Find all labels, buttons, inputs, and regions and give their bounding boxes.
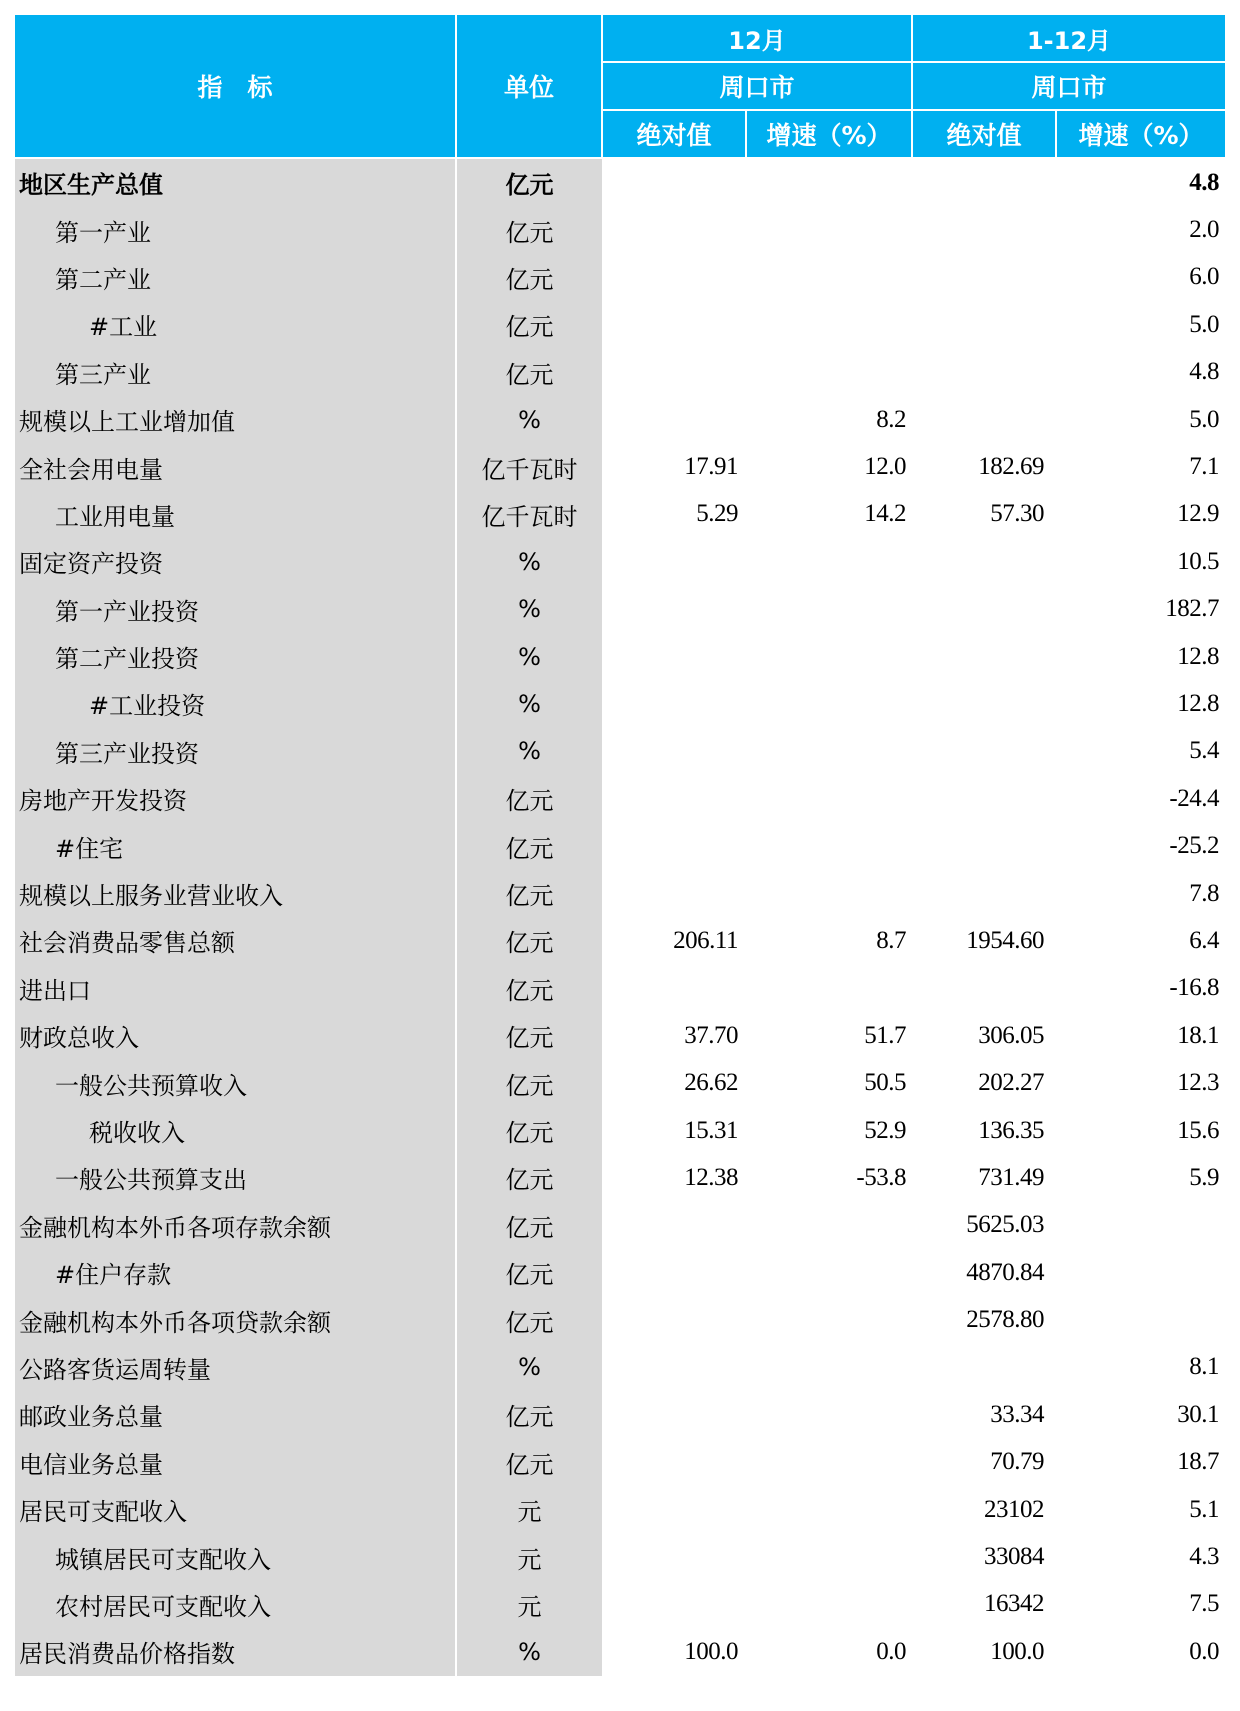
month-absolute-value — [602, 1344, 746, 1391]
cumulative-absolute-value: 23102 — [984, 1495, 1044, 1523]
table-row — [15, 301, 1225, 348]
cumulative-growth-rate: -25.2 — [1169, 832, 1219, 860]
month-absolute-value — [602, 301, 746, 348]
indicator-name: 一般公共预算收入 — [15, 1059, 456, 1106]
unit-cell: 亿元 — [456, 822, 602, 869]
month-absolute-value — [602, 728, 746, 775]
month-growth-rate: 50.5 — [864, 1069, 906, 1097]
unit-cell: % — [456, 396, 602, 443]
cumulative-growth-rate: 12.3 — [1177, 1069, 1219, 1097]
indicator-header: 指 标 — [15, 15, 456, 158]
cumulative-absolute-value: 33.34 — [990, 1400, 1044, 1428]
month-absolute-value — [602, 349, 746, 396]
unit-cell: 亿元 — [456, 870, 602, 917]
month-growth-rate: 0.0 — [876, 1637, 906, 1665]
month-absolute-value: 15.31 — [684, 1116, 738, 1144]
cumulative-growth-rate: 10.5 — [1177, 547, 1219, 575]
month-growth-rate — [746, 965, 912, 1012]
indicator-name: 第三产业投资 — [15, 728, 456, 775]
cumulative-growth-rate: 5.4 — [1189, 737, 1219, 765]
unit-cell: 亿元 — [456, 917, 602, 964]
table-row — [15, 1202, 1225, 1249]
table-row — [15, 822, 1225, 869]
cumulative-absolute-value — [912, 775, 1056, 822]
cumulative-absolute-value — [912, 586, 1056, 633]
unit-cell: % — [456, 586, 602, 633]
period-cumulative-header: 1-12月 — [912, 15, 1225, 62]
table-row — [15, 1628, 1225, 1675]
unit-cell: 亿元 — [456, 1154, 602, 1201]
cumulative-absolute-value: 306.05 — [978, 1021, 1044, 1049]
cumulative-growth-rate: 7.5 — [1189, 1590, 1219, 1618]
month-absolute-value — [602, 1296, 746, 1343]
indicator-name: 居民可支配收入 — [15, 1486, 456, 1533]
month-absolute-value — [602, 1202, 746, 1249]
month-absolute-value: 206.11 — [673, 926, 738, 954]
table-row — [15, 158, 1225, 206]
indicator-name: 城镇居民可支配收入 — [15, 1533, 456, 1580]
table-row — [15, 1249, 1225, 1296]
indicator-name: 固定资产投资 — [15, 538, 456, 585]
table-row — [15, 1059, 1225, 1106]
table-row — [15, 586, 1225, 633]
unit-cell: 亿元 — [456, 349, 602, 396]
month-absolute-value — [602, 158, 746, 206]
unit-cell: % — [456, 633, 602, 680]
cumulative-absolute-value: 202.27 — [978, 1069, 1044, 1097]
cumulative-growth-rate: 12.9 — [1177, 500, 1219, 528]
month-growth-rate: 14.2 — [864, 500, 906, 528]
cumulative-absolute-value: 4870.84 — [966, 1258, 1044, 1286]
cumulative-absolute-value: 1954.60 — [966, 926, 1044, 954]
cumulative-absolute-value: 57.30 — [990, 500, 1044, 528]
table-body — [15, 158, 1225, 1676]
cumulative-growth-rate: 0.0 — [1189, 1637, 1219, 1665]
month-absolute-value — [602, 538, 746, 585]
unit-cell: 亿元 — [456, 1012, 602, 1059]
table-row — [15, 965, 1225, 1012]
indicator-name: 第二产业 — [15, 254, 456, 301]
unit-cell: 亿元 — [456, 1439, 602, 1486]
growth-cumulative-header: 增速（%） — [1056, 110, 1225, 158]
month-growth-rate — [746, 1249, 912, 1296]
month-growth-rate — [746, 1202, 912, 1249]
month-growth-rate — [746, 633, 912, 680]
month-absolute-value — [602, 586, 746, 633]
month-absolute-value: 17.91 — [684, 453, 738, 481]
table-row — [15, 1486, 1225, 1533]
cumulative-absolute-value — [912, 206, 1056, 253]
indicator-name: 社会消费品零售总额 — [15, 917, 456, 964]
cumulative-growth-rate: 12.8 — [1177, 689, 1219, 717]
month-absolute-value — [602, 1249, 746, 1296]
month-growth-rate — [746, 206, 912, 253]
indicator-name: #工业 — [15, 301, 456, 348]
month-absolute-value — [602, 1581, 746, 1628]
month-absolute-value — [602, 1439, 746, 1486]
cumulative-growth-rate: 30.1 — [1177, 1400, 1219, 1428]
cumulative-absolute-value: 136.35 — [978, 1116, 1044, 1144]
month-absolute-value: 100.0 — [684, 1637, 738, 1665]
unit-cell: 亿元 — [456, 1202, 602, 1249]
cumulative-absolute-value: 70.79 — [990, 1448, 1044, 1476]
indicator-name: 第一产业 — [15, 206, 456, 253]
cumulative-absolute-value: 2578.80 — [966, 1306, 1044, 1334]
month-growth-rate — [746, 1296, 912, 1343]
table-row — [15, 1533, 1225, 1580]
cumulative-absolute-value: 33084 — [984, 1543, 1044, 1571]
region-month-header: 周口市 — [602, 62, 912, 110]
unit-cell: % — [456, 1628, 602, 1675]
indicator-name: #住户存款 — [15, 1249, 456, 1296]
month-absolute-value — [602, 1533, 746, 1580]
month-absolute-value — [602, 206, 746, 253]
cumulative-absolute-value — [912, 870, 1056, 917]
indicator-name: 农村居民可支配收入 — [15, 1581, 456, 1628]
table-row — [15, 917, 1225, 964]
month-growth-rate — [746, 158, 912, 206]
table-row — [15, 1581, 1225, 1628]
month-growth-rate — [746, 822, 912, 869]
indicator-name: 公路客货运周转量 — [15, 1344, 456, 1391]
month-growth-rate — [746, 349, 912, 396]
month-absolute-value — [602, 870, 746, 917]
table-row — [15, 491, 1225, 538]
month-growth-rate: -53.8 — [856, 1163, 906, 1191]
indicator-name: 规模以上服务业营业收入 — [15, 870, 456, 917]
cumulative-growth-rate: 18.7 — [1177, 1448, 1219, 1476]
unit-cell: 亿元 — [456, 1249, 602, 1296]
month-growth-rate: 12.0 — [864, 453, 906, 481]
cumulative-absolute-value — [912, 728, 1056, 775]
month-growth-rate — [746, 538, 912, 585]
cumulative-growth-rate: 4.8 — [1189, 168, 1219, 196]
cumulative-absolute-value — [912, 349, 1056, 396]
unit-cell: 亿元 — [456, 775, 602, 822]
month-growth-rate — [746, 1391, 912, 1438]
unit-cell: 亿元 — [456, 1391, 602, 1438]
month-absolute-value: 37.70 — [684, 1021, 738, 1049]
indicator-name: 全社会用电量 — [15, 443, 456, 490]
indicator-name: 金融机构本外币各项存款余额 — [15, 1202, 456, 1249]
cumulative-growth-rate: 7.1 — [1189, 453, 1219, 481]
month-absolute-value: 12.38 — [684, 1163, 738, 1191]
month-growth-rate — [746, 870, 912, 917]
table-row — [15, 1107, 1225, 1154]
unit-cell: 元 — [456, 1533, 602, 1580]
cumulative-absolute-value — [912, 965, 1056, 1012]
table-row — [15, 680, 1225, 727]
indicator-name: 地区生产总值 — [15, 158, 456, 206]
month-absolute-value — [602, 680, 746, 727]
cumulative-absolute-value — [912, 301, 1056, 348]
indicator-name: 居民消费品价格指数 — [15, 1628, 456, 1675]
month-growth-rate — [746, 1439, 912, 1486]
cumulative-growth-rate: 12.8 — [1177, 642, 1219, 670]
cumulative-absolute-value: 16342 — [984, 1590, 1044, 1618]
unit-cell: 亿千瓦时 — [456, 491, 602, 538]
cumulative-growth-rate: 6.4 — [1189, 926, 1219, 954]
table-row — [15, 870, 1225, 917]
cumulative-growth-rate: 5.0 — [1189, 310, 1219, 338]
month-growth-rate — [746, 254, 912, 301]
table-row — [15, 1296, 1225, 1343]
table-header — [15, 15, 1225, 158]
cumulative-growth-rate: 5.0 — [1189, 405, 1219, 433]
month-absolute-value — [602, 1486, 746, 1533]
indicator-name: 房地产开发投资 — [15, 775, 456, 822]
unit-cell: 亿千瓦时 — [456, 443, 602, 490]
month-growth-rate — [746, 301, 912, 348]
month-growth-rate: 8.7 — [876, 926, 906, 954]
unit-cell: 亿元 — [456, 1296, 602, 1343]
month-growth-rate — [746, 1486, 912, 1533]
table-row — [15, 206, 1225, 253]
cumulative-growth-rate: -24.4 — [1169, 784, 1219, 812]
table-row — [15, 538, 1225, 585]
month-absolute-value — [602, 965, 746, 1012]
abs-month-header: 绝对值 — [602, 110, 746, 158]
month-absolute-value — [602, 1391, 746, 1438]
unit-cell: 亿元 — [456, 1107, 602, 1154]
indicator-name: #工业投资 — [15, 680, 456, 727]
cumulative-growth-rate: 7.8 — [1189, 879, 1219, 907]
month-absolute-value — [602, 775, 746, 822]
indicator-name: 工业用电量 — [15, 491, 456, 538]
cumulative-growth-rate: 18.1 — [1177, 1021, 1219, 1049]
cumulative-absolute-value: 5625.03 — [966, 1211, 1044, 1239]
unit-cell: % — [456, 1344, 602, 1391]
month-growth-rate: 8.2 — [876, 405, 906, 433]
month-growth-rate — [746, 728, 912, 775]
unit-cell: 亿元 — [456, 965, 602, 1012]
month-absolute-value — [602, 396, 746, 443]
cumulative-growth-rate: 4.3 — [1189, 1543, 1219, 1571]
month-growth-rate — [746, 1581, 912, 1628]
table-row — [15, 633, 1225, 680]
statistics-table — [15, 15, 1225, 1676]
indicator-name: 金融机构本外币各项贷款余额 — [15, 1296, 456, 1343]
indicator-name: 邮政业务总量 — [15, 1391, 456, 1438]
cumulative-absolute-value — [912, 1344, 1056, 1391]
unit-cell: 亿元 — [456, 158, 602, 206]
cumulative-growth-rate: 4.8 — [1189, 358, 1219, 386]
month-absolute-value — [602, 633, 746, 680]
table-row — [15, 728, 1225, 775]
cumulative-absolute-value — [912, 158, 1056, 206]
cumulative-growth-rate: 15.6 — [1177, 1116, 1219, 1144]
table-row — [15, 1439, 1225, 1486]
unit-cell: % — [456, 728, 602, 775]
table-row — [15, 1344, 1225, 1391]
month-growth-rate: 51.7 — [864, 1021, 906, 1049]
indicator-name: 第三产业 — [15, 349, 456, 396]
indicator-name: 第二产业投资 — [15, 633, 456, 680]
cumulative-absolute-value — [912, 680, 1056, 727]
cumulative-growth-rate: 8.1 — [1189, 1353, 1219, 1381]
indicator-name: 电信业务总量 — [15, 1439, 456, 1486]
unit-cell: 元 — [456, 1581, 602, 1628]
table-row — [15, 443, 1225, 490]
cumulative-growth-rate: 2.0 — [1189, 216, 1219, 244]
abs-cumulative-header: 绝对值 — [912, 110, 1056, 158]
cumulative-growth-rate: 6.0 — [1189, 263, 1219, 291]
growth-month-header: 增速（%） — [746, 110, 912, 158]
cumulative-absolute-value — [912, 822, 1056, 869]
unit-cell: 亿元 — [456, 254, 602, 301]
month-growth-rate — [746, 1344, 912, 1391]
indicator-name: #住宅 — [15, 822, 456, 869]
month-absolute-value: 26.62 — [684, 1069, 738, 1097]
indicator-name: 一般公共预算支出 — [15, 1154, 456, 1201]
month-growth-rate: 52.9 — [864, 1116, 906, 1144]
cumulative-absolute-value — [912, 254, 1056, 301]
month-growth-rate — [746, 1533, 912, 1580]
indicator-name: 规模以上工业增加值 — [15, 396, 456, 443]
table-row — [15, 775, 1225, 822]
table-row — [15, 1154, 1225, 1201]
table-row — [15, 1391, 1225, 1438]
month-growth-rate — [746, 680, 912, 727]
cumulative-growth-rate — [1056, 1202, 1225, 1249]
cumulative-absolute-value — [912, 396, 1056, 443]
cumulative-growth-rate: 5.1 — [1189, 1495, 1219, 1523]
unit-header: 单位 — [456, 15, 602, 158]
cumulative-growth-rate: -16.8 — [1169, 974, 1219, 1002]
indicator-name: 财政总收入 — [15, 1012, 456, 1059]
cumulative-growth-rate: 5.9 — [1189, 1163, 1219, 1191]
month-growth-rate — [746, 775, 912, 822]
indicator-name: 税收收入 — [15, 1107, 456, 1154]
table-row — [15, 349, 1225, 396]
month-absolute-value — [602, 254, 746, 301]
period-month-header: 12月 — [602, 15, 912, 62]
indicator-name: 第一产业投资 — [15, 586, 456, 633]
cumulative-growth-rate: 182.7 — [1165, 595, 1219, 623]
unit-cell: 亿元 — [456, 1059, 602, 1106]
cumulative-absolute-value: 182.69 — [978, 453, 1044, 481]
indicator-name: 进出口 — [15, 965, 456, 1012]
table-row — [15, 254, 1225, 301]
cumulative-growth-rate — [1056, 1249, 1225, 1296]
cumulative-absolute-value — [912, 633, 1056, 680]
cumulative-absolute-value: 731.49 — [978, 1163, 1044, 1191]
unit-cell: 元 — [456, 1486, 602, 1533]
unit-cell: 亿元 — [456, 301, 602, 348]
cumulative-absolute-value — [912, 538, 1056, 585]
cumulative-growth-rate — [1056, 1296, 1225, 1343]
cumulative-absolute-value: 100.0 — [990, 1637, 1044, 1665]
month-absolute-value: 5.29 — [696, 500, 738, 528]
unit-cell: % — [456, 538, 602, 585]
region-cumulative-header: 周口市 — [912, 62, 1225, 110]
unit-cell: 亿元 — [456, 206, 602, 253]
month-growth-rate — [746, 586, 912, 633]
month-absolute-value — [602, 822, 746, 869]
table-row — [15, 1012, 1225, 1059]
unit-cell: % — [456, 680, 602, 727]
table-row — [15, 396, 1225, 443]
